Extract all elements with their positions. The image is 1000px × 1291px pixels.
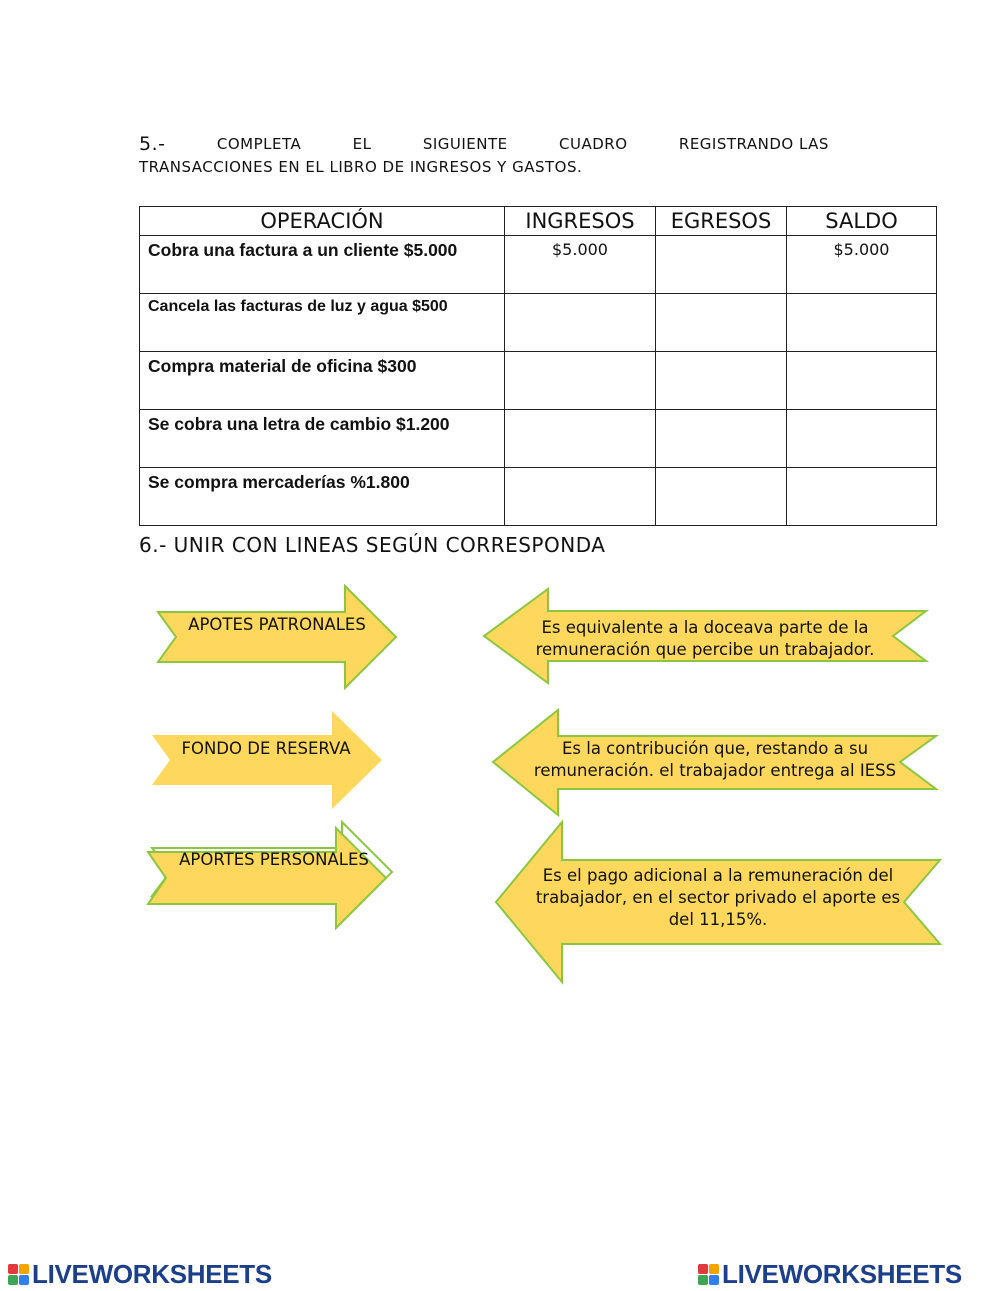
instruction-word: EL xyxy=(352,135,372,153)
header-egresos: EGRESOS xyxy=(656,207,787,236)
term-label-3: APORTES PERSONALES xyxy=(179,850,369,869)
definition-line: remuneración. el trabajador entrega al IESS xyxy=(533,761,897,780)
instruction-word: REGISTRANDO LAS xyxy=(678,135,829,153)
instruction-word: CUADRO xyxy=(559,135,628,153)
ingresos-cell[interactable]: $5.000 xyxy=(505,236,656,294)
definition-line: Es el pago adicional a la remuneración del xyxy=(542,866,894,885)
logo-badge-icon xyxy=(698,1264,719,1285)
header-operacion: OPERACIÓN xyxy=(140,207,505,236)
instruction-word: SIGUIENTE xyxy=(422,135,508,153)
question-number: 5.- xyxy=(139,133,166,155)
instruction-line-2: TRANSACCIONES EN EL LIBRO DE INGRESOS Y GASTOS. xyxy=(139,158,583,176)
operation-cell: Se compra mercaderías %1.800 xyxy=(140,468,505,526)
logo-text: LIVEWORKSHEETS xyxy=(722,1258,962,1289)
definition-line: remuneración que percibe un trabajador. xyxy=(535,640,875,659)
operation-cell: Se cobra una letra de cambio $1.200 xyxy=(140,410,505,468)
definition-line: trabajador, en el sector privado el aporte es xyxy=(535,888,901,907)
definition-label-2 xyxy=(505,738,925,782)
liveworksheets-logo-left xyxy=(8,1259,272,1289)
term-label-1: APOTES PATRONALES xyxy=(188,615,366,634)
operation-cell: Cobra una factura a un cliente $5.000 xyxy=(140,236,505,294)
instruction-word: COMPLETA xyxy=(216,135,302,153)
logo-badge-icon xyxy=(8,1264,29,1285)
liveworksheets-logo-right xyxy=(698,1259,962,1289)
saldo-cell[interactable]: $5.000 xyxy=(787,236,937,294)
operation-cell: Cancela las facturas de luz y agua $500 xyxy=(140,294,505,352)
definition-line: Es la contribución que, restando a su xyxy=(561,739,869,758)
logo-text: LIVEWORKSHEETS xyxy=(32,1258,272,1289)
header-ingresos: INGRESOS xyxy=(505,207,656,236)
term-label-2: FONDO DE RESERVA xyxy=(181,739,351,758)
definition-label-1 xyxy=(505,617,905,661)
right-arrow-shape[interactable] xyxy=(148,828,386,928)
header-saldo: SALDO xyxy=(787,207,937,236)
question-6-title: 6.- UNIR CON LINEAS SEGÚN CORRESPONDA xyxy=(139,533,606,557)
right-arrow-shape[interactable] xyxy=(152,711,382,809)
right-arrow-shape[interactable] xyxy=(158,586,396,688)
definition-line: del 11,15%. xyxy=(668,910,768,929)
definition-line: Es equivalente a la doceava parte de la xyxy=(541,618,869,637)
operation-cell: Compra material de oficina $300 xyxy=(140,352,505,410)
definition-label-3 xyxy=(508,865,928,931)
